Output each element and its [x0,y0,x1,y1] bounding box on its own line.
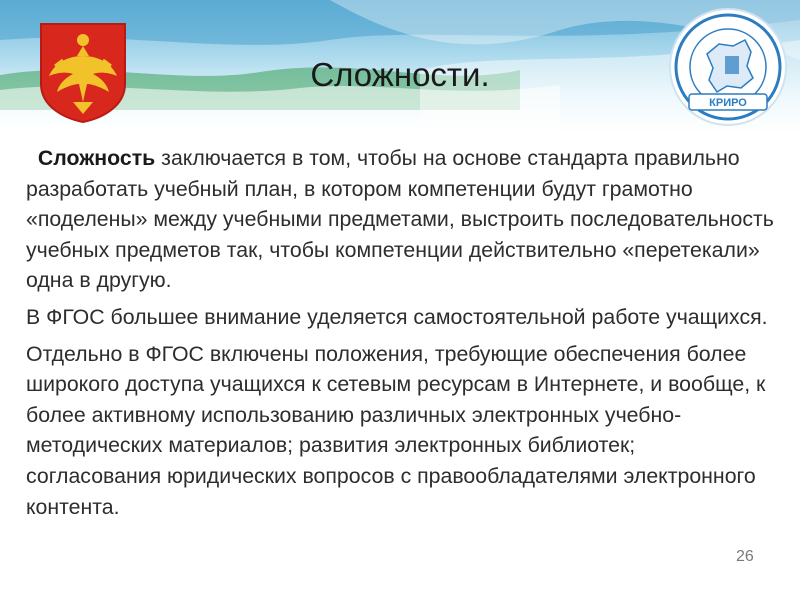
page-number: 26 [736,548,754,565]
paragraph-3: Отдельно в ФГОС включены положения, требующие обеспечения более широкого доступа учащихся к сетевым ресурсам в Интернете, и вообще, к более активному использованию различных электронных учебно-методических материалов; развития электронных библиотек; согласования юридических вопросов с правообладателями электронного контента. [26,341,766,519]
paragraph-1 [26,143,776,296]
paragraph-1-text: заключается в том, чтобы на основе стандарта правильно разработать учебный план, в котором компетенции будут грамотно «поделены» между учебными предметами, выстроить последовательность учебных предметов так, чтобы компетенции действительно «перетекали» одна в другую. [26,146,774,293]
emblem-label: КРИРО [709,97,747,109]
paragraph-1-bold: Сложность [37,146,156,170]
slide-title: Сложности. [310,56,490,93]
paragraph-2: В ФГОС большее внимание уделяется самостоятельной работе учащихся. [26,304,768,329]
kriro-emblem-icon [667,6,789,128]
slide-header [0,0,800,132]
slide-body [26,143,776,528]
